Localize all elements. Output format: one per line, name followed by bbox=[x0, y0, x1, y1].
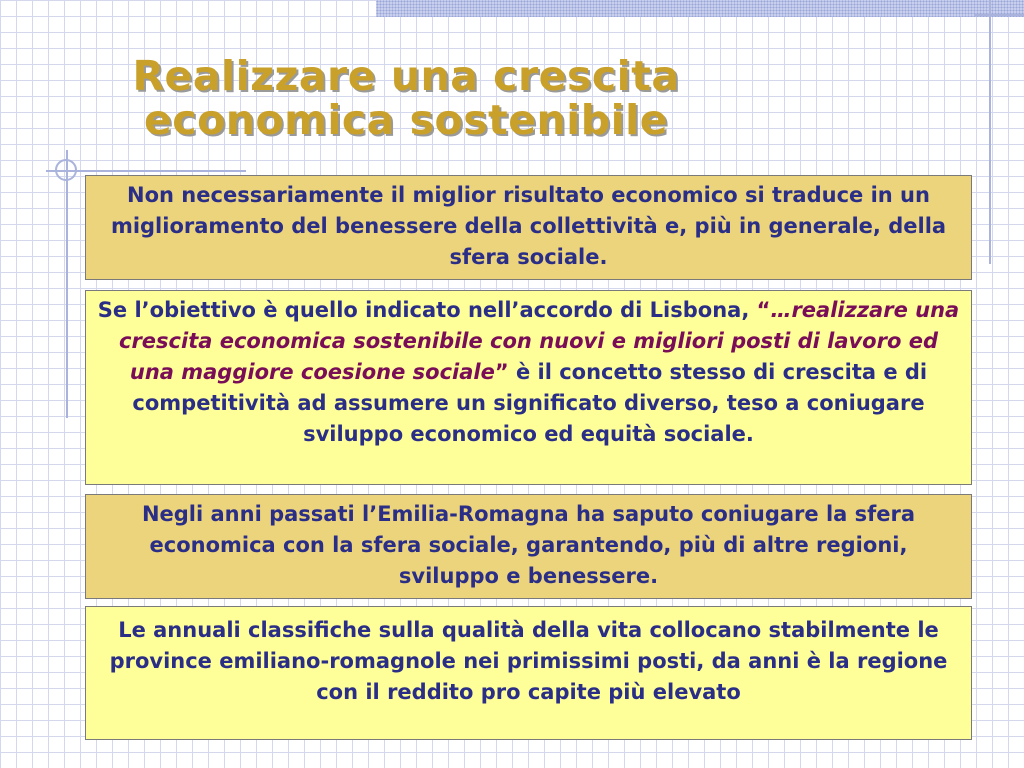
text-box-2-conclusion: è il concetto stesso di crescita e di competitività ad assumere un significato diverso, teso a coniugare sviluppo economico ed equità sociale. bbox=[132, 360, 928, 446]
text-box-4 bbox=[85, 606, 972, 740]
quote-close-mark: ” bbox=[494, 360, 509, 384]
top-decorative-strip bbox=[376, 0, 1024, 17]
quote-open-mark: “ bbox=[756, 298, 771, 322]
slide-title-line-1: Realizzare una crescita bbox=[132, 52, 680, 100]
decorative-horizontal-line-right bbox=[974, 14, 1024, 16]
slide-title bbox=[96, 54, 716, 142]
decorative-circle-icon bbox=[55, 159, 77, 181]
text-box-3-text: Negli anni passati l’Emilia-Romagna ha saputo coniugare la sfera economica con la sfera sociale, garantendo, più di altre regioni, sviluppo e benessere. bbox=[141, 502, 916, 588]
lisbon-quote: …realizzare una crescita economica sostenibile con nuovi e migliori posti di lavoro ed una maggiore coesione sociale bbox=[119, 298, 960, 384]
text-box-1-text: Non necessariamente il miglior risultato economico si traduce in un miglioramento del benessere della collettività e, più in generale, della sfera sociale. bbox=[110, 183, 947, 269]
decorative-vertical-line-left bbox=[66, 150, 68, 418]
text-box-2 bbox=[85, 290, 972, 485]
text-box-1 bbox=[85, 175, 972, 280]
text-box-3 bbox=[85, 494, 972, 599]
decorative-vertical-line-right bbox=[989, 0, 991, 264]
slide-title-line-2: economica sostenibile bbox=[143, 96, 669, 144]
text-box-4-text: Le annuali classifiche sulla qualità della vita collocano stabilmente le province emiliano-romagnole nei primissimi posti, da anni è la regione con il reddito pro capite più elevato bbox=[109, 618, 948, 704]
text-box-2-intro: Se l’obiettivo è quello indicato nell’accordo di Lisbona, bbox=[97, 298, 750, 322]
